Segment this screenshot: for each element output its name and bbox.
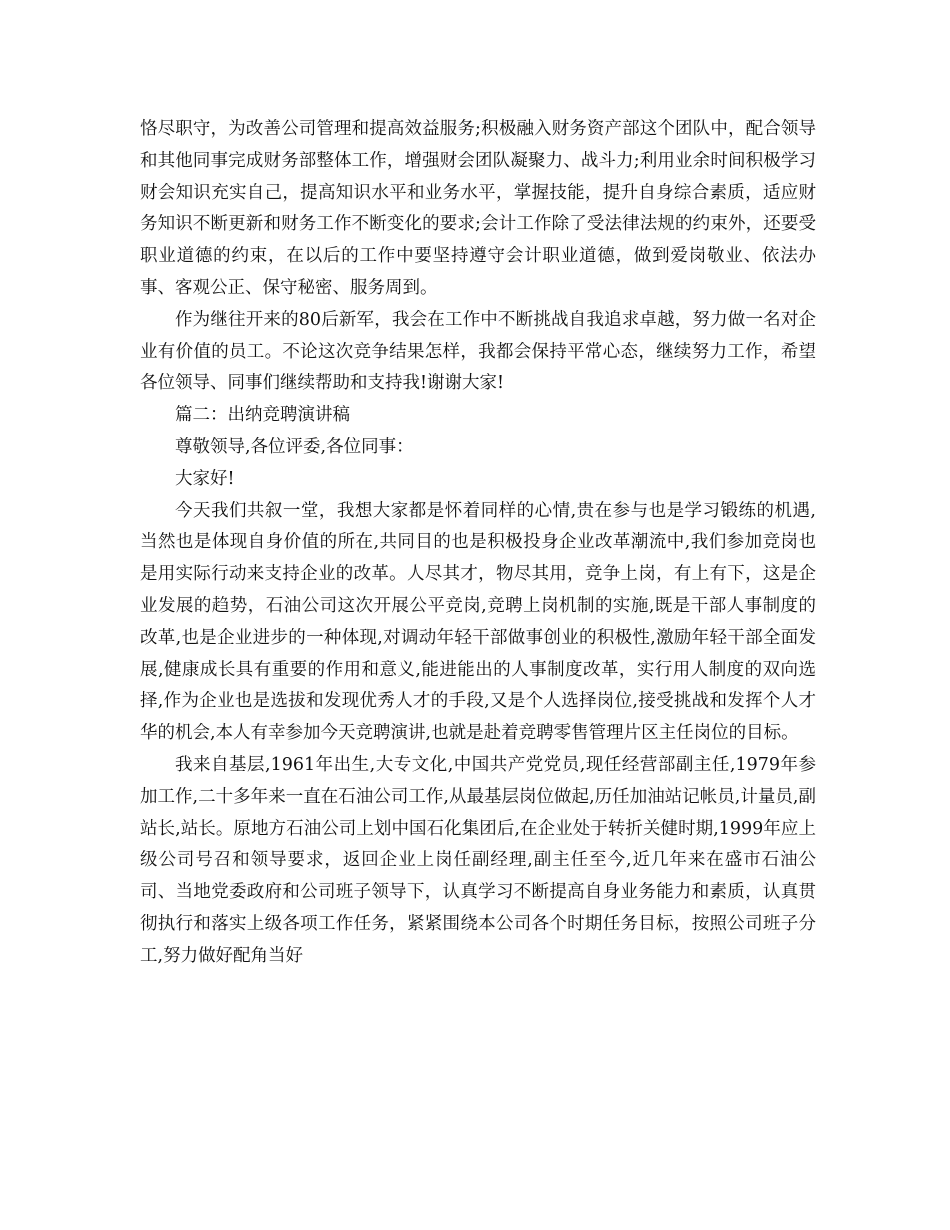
salutation: 尊敬领导,各位评委,各位同事：: [175, 436, 414, 457]
greeting: 大家好!: [175, 468, 235, 489]
document-body: [140, 114, 816, 973]
paragraph-introduction: 今天我们共叙一堂，我想大家都是怀着同样的心情,贵在参与也是学习锻练的机遇,当然也是体现自身价值的所在,共同目的也是积极投身企业改革潮流中,我们参加竞岗也是用实际行动来支持企业的改革。人尽其才，物尽其用，竞争上岗，有上有下，这是企业发展的趋势，石油公司这次开展公平竞岗,竞聘上岗机制的实施,既是干部人事制度的改革,也是企业进步的一种体现,对调动年轻干部做事创业的积极性,激励年轻干部全面发展,健康成长具有重要的作用和意义,能进能出的人事制度改革，实行用人制度的双向选择,作为企业也是选拔和发现优秀人才的手段,又是个人选择岗位,接受挑战和发挥个人才华的机会,本人有幸参加今天竞聘演讲,也就是赴着竞聘零售管理片区主任岗位的目标。: [140, 500, 816, 744]
paragraph-closing-statement: 作为继往开来的80后新军，我会在工作中不断挑战自我追求卓越，努力做一名对企业有价值的员工。不论这次竞争结果怎样，我都会保持平常心态，继续努力工作，希望各位领导、同事们继续帮助和支持我!谢谢大家!: [140, 309, 816, 394]
paragraph-continuation: 恪尽职守，为改善公司管理和提高效益服务;积极融入财务资产部这个团队中，配合领导和其他同事完成财务部整体工作，增强财会团队凝聚力、战斗力;利用业余时间积极学习财会知识充实自己，提高知识水平和业务水平，掌握技能，提升自身综合素质，适应财务知识不断更新和财务工作不断变化的要求;会计工作除了受法律法规的约束外，还要受职业道德的约束，在以后的工作中要坚持遵守会计职业道德，做到爱岗敬业、依法办事、客观公正、保守秘密、服务周到。: [140, 119, 816, 298]
section-heading: 篇二：出纳竞聘演讲稿: [175, 405, 350, 426]
paragraph-background: 我来自基层,1961年出生,大专文化,中国共产党党员,现任经营部副主任,1979年参加工作,二十多年来一直在石油公司工作,从最基层岗位做起,历任加油站记帐员,计量员,副站长,站长。原地方石油公司上划中国石化集团后,在企业处于转折关健时期,1999年应上级公司号召和领导要求，返回企业上岗任副经理,副主任至今,近几年来在盛市石油公司、当地党委政府和公司班子领导下，认真学习不断提高自身业务能力和素质，认真贯彻执行和落实上级各项工作任务，紧紧围绕本公司各个时期任务目标，按照公司班子分工,努力做好配角当好: [140, 754, 816, 966]
